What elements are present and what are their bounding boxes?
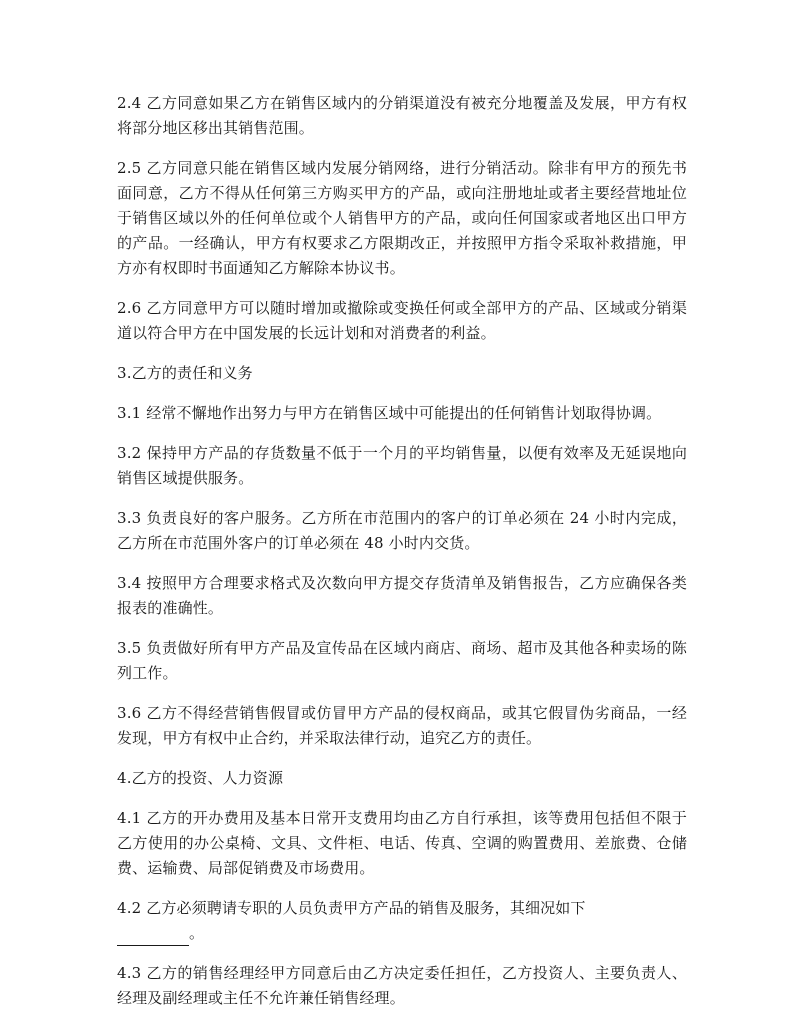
clause-3-4: 3.4 按照甲方合理要求格式及次数向甲方提交存货清单及销售报告，乙方应确保各类报表的准确性。	[117, 574, 687, 617]
clause-3-6: 3.6 乙方不得经营销售假冒或仿冒甲方产品的侵权商品，或其它假冒伪劣商品，一经发现，甲方有权中止合约，并采取法律行动，追究乙方的责任。	[117, 704, 687, 747]
clause-4-2-end: 。	[189, 924, 205, 942]
clause-2-6: 2.6 乙方同意甲方可以随时增加或撤除或变换任何或全部甲方的产品、区域或分销渠道以符合甲方在中国发展的长远计划和对消费者的利益。	[117, 299, 687, 342]
section-3-heading: 3.乙方的责任和义务	[117, 364, 253, 382]
clause-2-5: 2.5 乙方同意只能在销售区域内发展分销网络，进行分销活动。除非有甲方的预先书面同意，乙方不得从任何第三方购买甲方的产品，或向注册地址或者主要经营地址位于销售区域以外的任何单位或个人销售甲方的产品，或向任何国家或者地区出口甲方的产品。一经确认，甲方有权要求乙方限期改正，并按照甲方指令采取补救措施，甲方亦有权即时书面通知乙方解除本协议书。	[117, 159, 687, 277]
clause-3-5: 3.5 负责做好所有甲方产品及宣传品在区域内商店、商场、超市及其他各种卖场的陈列工作。	[117, 639, 687, 682]
clause-3-3: 3.3 负责良好的客户服务。乙方所在市范围内的客户的订单必须在 24 小时内完成，乙方所在市范围外客户的订单必须在 48 小时内交货。	[117, 509, 687, 552]
clause-4-1: 4.1 乙方的开办费用及基本日常开支费用均由乙方自行承担，该等费用包括但不限于乙方使用的办公桌椅、文具、文件柜、电话、传真、空调的购置费用、差旅费、仓储费、运输费、局部促销费及市场费用。	[117, 809, 687, 877]
clause-4-2-text: 4.2 乙方必须聘请专职的人员负责甲方产品的销售及服务，其细况如下	[117, 899, 586, 917]
clause-3-2: 3.2 保持甲方产品的存货数量不低于一个月的平均销售量，以便有效率及无延误地向销售区域提供服务。	[117, 444, 687, 487]
document-page	[117, 91, 687, 1026]
fill-in-blank	[117, 929, 189, 946]
clause-2-4: 2.4 乙方同意如果乙方在销售区域内的分销渠道没有被充分地覆盖及发展，甲方有权将部分地区移出其销售范围。	[117, 94, 687, 137]
clause-3-1: 3.1 经常不懈地作出努力与甲方在销售区域中可能提出的任何销售计划取得协调。	[117, 404, 662, 422]
clause-4-3: 4.3 乙方的销售经理经甲方同意后由乙方决定委任担任，乙方投资人、主要负责人、经理及副经理或主任不允许兼任销售经理。	[117, 964, 687, 1007]
clause-4-2	[117, 896, 687, 946]
section-4-heading: 4.乙方的投资、人力资源	[117, 769, 284, 787]
